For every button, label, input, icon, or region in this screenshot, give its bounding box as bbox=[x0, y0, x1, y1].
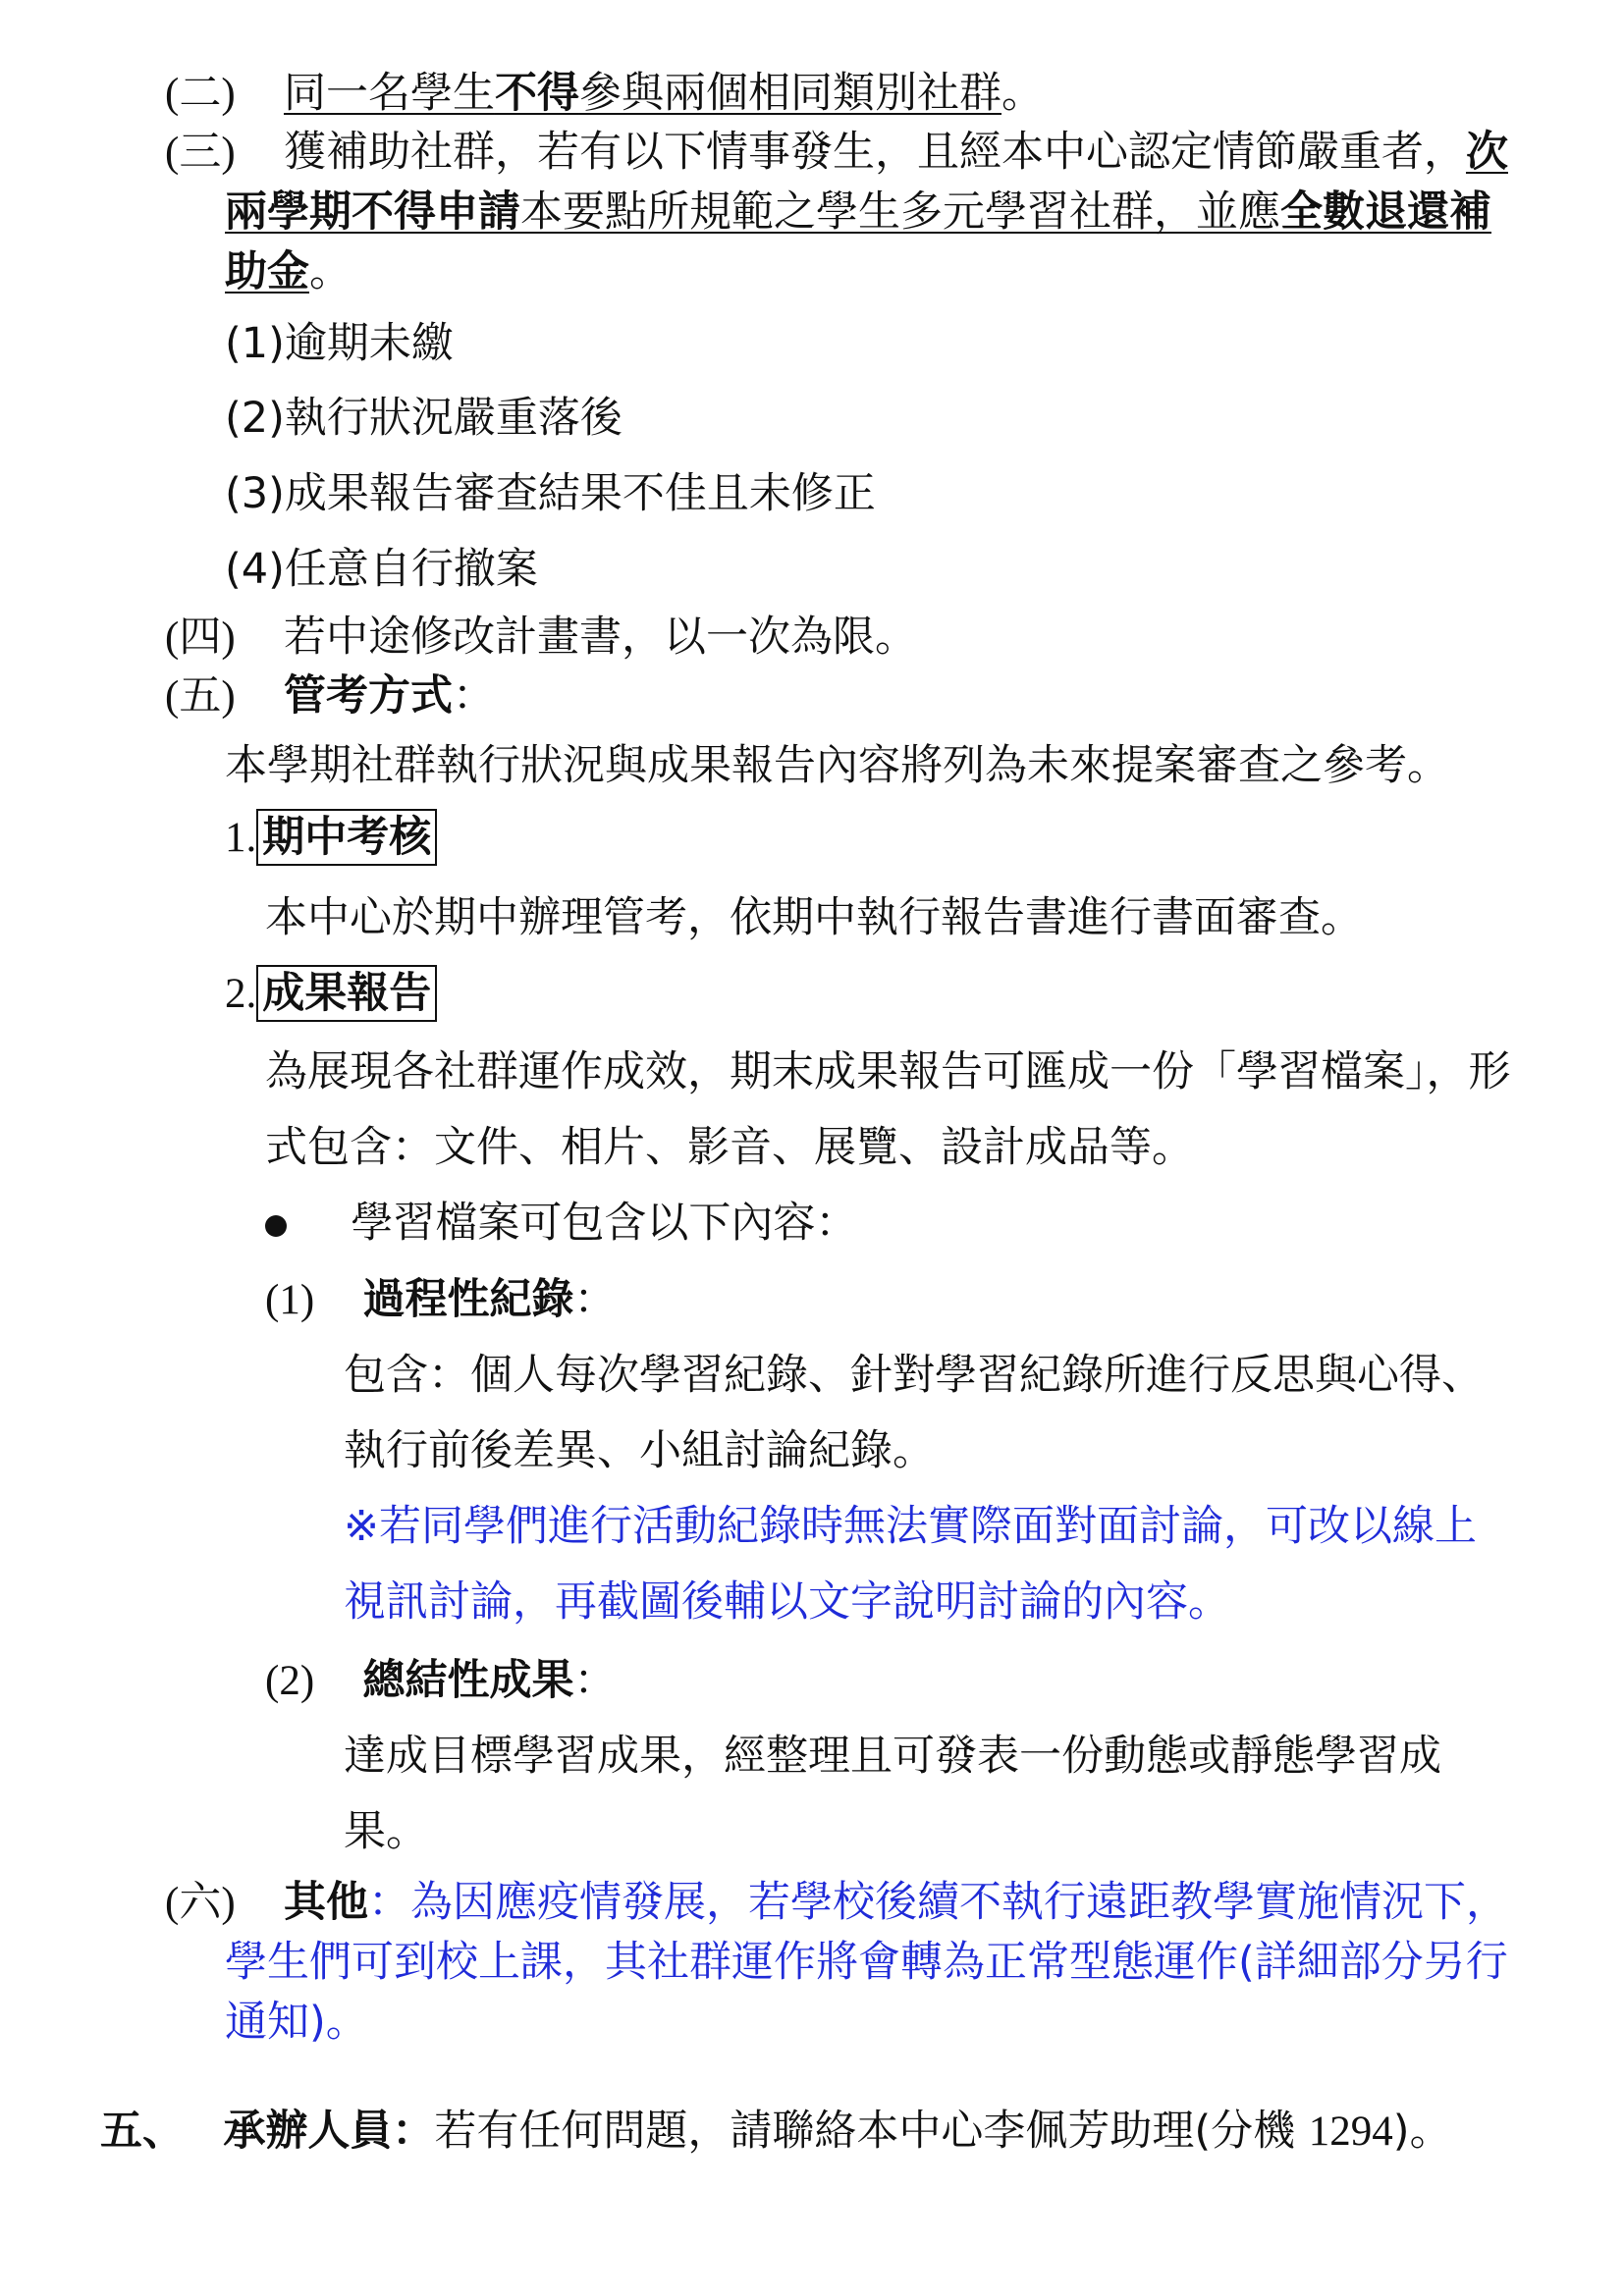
paragraph: 果。 bbox=[344, 1807, 428, 1856]
section-5: 五、 承辦人員：若有任何問題，請聯絡本中心李佩芳助理(分機 1294)。 bbox=[100, 2107, 1452, 2156]
item-marker: (三) bbox=[165, 130, 236, 176]
section-title: 管考方式 bbox=[283, 671, 453, 721]
bullet-icon bbox=[265, 1215, 287, 1237]
section-title: 承辦人員 bbox=[223, 2107, 393, 2156]
sub-heading: (2) 總結性成果： bbox=[265, 1656, 617, 1705]
paragraph: 本中心於期中辦理管考，依期中執行報告書進行書面審查。 bbox=[265, 893, 1363, 942]
paragraph: 執行前後差異、小組討論紀錄。 bbox=[344, 1426, 935, 1475]
section-title: 其他 bbox=[283, 1878, 368, 1927]
item-marker: (四) bbox=[165, 614, 236, 661]
item-two: (二) 同一名學生不得參與兩個相同類別社群。 bbox=[165, 69, 1044, 118]
boxed-title: 成果報告 bbox=[256, 965, 437, 1022]
item-marker: (六) bbox=[165, 1880, 236, 1926]
boxed-title: 期中考核 bbox=[256, 809, 437, 866]
sub-item: (4)任意自行撤案 bbox=[225, 545, 538, 594]
note-text: 通知)。 bbox=[225, 1998, 368, 2047]
note-text: ※若同學們進行活動紀錄時無法實際面對面討論，可改以線上 bbox=[344, 1502, 1478, 1551]
item-marker: (五) bbox=[165, 673, 236, 720]
subsection-heading: 2. 成果報告 bbox=[225, 969, 437, 1020]
sub-item: (1)逾期未繳 bbox=[225, 319, 454, 368]
extension-number: 1294 bbox=[1308, 2109, 1393, 2155]
paragraph: 本學期社群執行狀況與成果報告內容將列為未來提案審查之參考。 bbox=[225, 741, 1449, 790]
note-text: 視訊討論，再截圖後輔以文字說明討論的內容。 bbox=[344, 1577, 1230, 1627]
bullet-item: 學習檔案可包含以下內容： bbox=[265, 1199, 857, 1250]
item-three-line2: 兩學期不得申請本要點所規範之學生多元學習社群，並應全數退還補 bbox=[225, 187, 1491, 237]
paragraph: 達成目標學習成果，經整理且可發表一份動態或靜態學習成 bbox=[344, 1732, 1441, 1781]
sub-item: (3)成果報告審查結果不佳且未修正 bbox=[225, 469, 876, 518]
note-text: 學生們可到校上課，其社群運作將會轉為正常型態運作(詳細部分另行 bbox=[225, 1938, 1508, 1987]
item-marker: (二) bbox=[165, 71, 236, 117]
sub-item: (2)執行狀況嚴重落後 bbox=[225, 394, 623, 443]
item-three-line1: (三) 獲補助社群，若有以下情事發生，且經本中心認定情節嚴重者，次 bbox=[165, 128, 1508, 177]
paragraph: 為展現各社群運作成效，期末成果報告可匯成一份「學習檔案」，形 bbox=[265, 1047, 1511, 1096]
item-six-line1: (六) 其他：為因應疫情發展，若學校後續不執行遠距教學實施情況下， bbox=[165, 1878, 1508, 1927]
item-two-underlined: 同一名學生不得參與兩個相同類別社群 bbox=[283, 69, 1001, 118]
item-four: (四) 若中途修改計畫書，以一次為限。 bbox=[165, 613, 917, 662]
item-three-line3: 助金。 bbox=[225, 247, 352, 296]
item-five-heading: (五) 管考方式： bbox=[165, 671, 495, 721]
paragraph: 包含：個人每次學習紀錄、針對學習紀錄所進行反思與心得、 bbox=[344, 1351, 1484, 1400]
paragraph: 式包含：文件、相片、影音、展覽、設計成品等。 bbox=[265, 1123, 1194, 1172]
sub-heading: (1) 過程性紀錄： bbox=[265, 1275, 617, 1324]
section-number: 五、 bbox=[100, 2107, 185, 2156]
subsection-heading: 1. 期中考核 bbox=[225, 813, 437, 864]
